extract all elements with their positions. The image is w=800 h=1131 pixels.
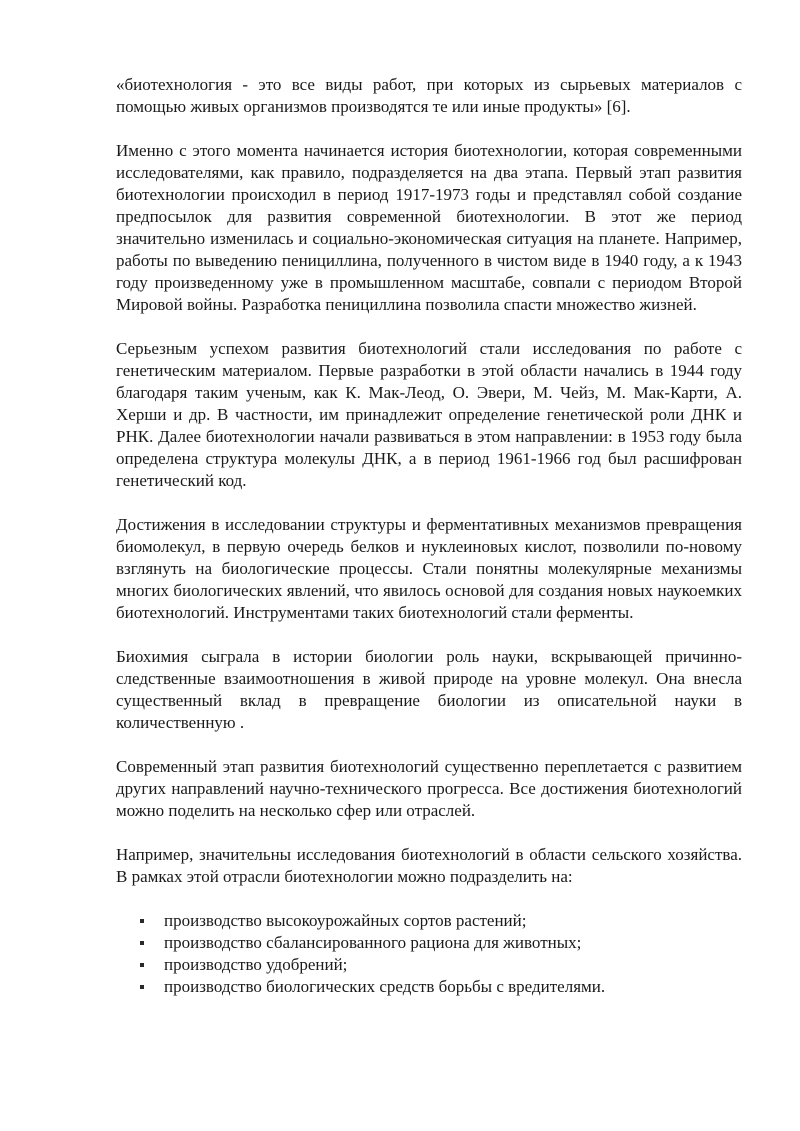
list-item-text: производство удобрений; xyxy=(164,955,348,974)
paragraph-enzymes: Достижения в исследовании структуры и ферментативных механизмов превращения биомолекул, в первую очередь белков и нуклеиновых кислот, позволили по-новому взглянуть на биологические процессы. Стали понятны молекулярные механизмы многих биологических явлений, что явилось основой для создания новых наукоемких биотехнологий. Инструментами таких биотехнологий стали ферменты. xyxy=(116,515,742,622)
square-bullet-icon xyxy=(140,985,144,989)
list-item xyxy=(140,954,742,976)
paragraph-agriculture: Например, значительны исследования биотехнологий в области сельского хозяйства. В рамках этой отрасли биотехнологии можно подразделить на: xyxy=(116,845,742,886)
paragraph-genetics: Серьезным успехом развития биотехнологий стали исследования по работе с генетическим материалом. Первые разработки в этой области начались в 1944 году благодаря таким ученым, как К. Мак-Леод, О. Эвери, М. Чейз, М. Мак-Карти, А. Херши и др. В частности, им принадлежит определение генетической роли ДНК и РНК. Далее биотехнологии начали развиваться в этом направлении: в 1953 году была определена структура молекулы ДНК, а в период 1961-1966 год был расшифрован генетический код. xyxy=(116,339,742,490)
square-bullet-icon xyxy=(140,919,144,923)
paragraph-modern-stage: Современный этап развития биотехнологий существенно переплетается с развитием других направлений научно-технического прогресса. Все достижения биотехнологий можно поделить на несколько сфер или отраслей. xyxy=(116,757,742,820)
list-item-text: производство биологических средств борьбы с вредителями. xyxy=(164,977,606,996)
document-page xyxy=(116,74,742,998)
agriculture-bullet-list xyxy=(116,910,742,998)
list-item xyxy=(140,910,742,932)
square-bullet-icon xyxy=(140,963,144,967)
list-item xyxy=(140,976,742,998)
paragraph-history-intro: Именно с этого момента начинается история биотехнологии, которая современными исследователями, как правило, подразделяется на два этапа. Первый этап развития биотехнологии происходил в период 1917-1973 годы и представлял собой создание предпосылок для развития современной биотехнологии. В этот же период значительно изменилась и социально-экономическая ситуация на планете. Например, работы по выведению пенициллина, полученного в чистом виде в 1940 году, а к 1943 году произведенному уже в промышленном масштабе, совпали с периодом Второй Мировой войны. Разработка пенициллина позволила спасти множество жизней. xyxy=(116,141,742,314)
paragraph-biochemistry: Биохимия сыграла в истории биологии роль науки, вскрывающей причинно-следственные взаимоотношения в живой природе на уровне молекул. Она внесла существенный вклад в превращение биологии из описательной науки в количественную . xyxy=(116,647,742,732)
paragraph-quote: «биотехнология - это все виды работ, при которых из сырьевых материалов с помощью живых организмов производятся те или иные продукты» [6]. xyxy=(116,75,742,116)
list-item-text: производство высокоурожайных сортов растений; xyxy=(164,911,527,930)
list-item-text: производство сбалансированного рациона для животных; xyxy=(164,933,582,952)
list-item xyxy=(140,932,742,954)
square-bullet-icon xyxy=(140,941,144,945)
